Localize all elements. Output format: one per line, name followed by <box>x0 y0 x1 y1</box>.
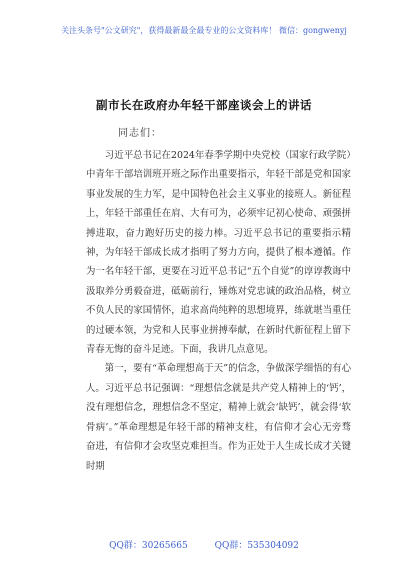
footer-qq-groups <box>0 538 408 551</box>
body-paragraph-2: 第一，要有“革命理想高于天”的信念，争做深学细悟的有心人。习近平总书记强调：“理想信念就是共产党人精神上的‘钙’，没有理想信念，理想信念不坚定，精神上就会‘缺钙’，就会得‘软骨病’。”革命理想是年轻干部的精神支柱，有信仰才会心无旁骛奋进，有信仰才会攻坚克难担当。作为正处于人生成长成才关键时期 <box>86 363 351 472</box>
body-paragraph-1: 习近平总书记在2024年春季学期中央党校（国家行政学院）中青年干部培训班开班之际作出重要指示，年轻干部是党和国家事业发展的生力军，是中国特色社会主义事业的接班人。新征程上，年轻干部重任在肩、大有可为，必须牢记初心使命、顽强拼搏进取，奋力跑好历史的接力棒。习近平总书记的重要指示精神，为年轻干部成长成才指明了努力方向，提供了根本遵循。作为一名年轻干部，更要在习近平总书记“五个自觉”的谆谆教诲中汲取养分勇毅奋进，砥砺前行，锤炼对党忠诚的政治品格，树立不负人民的家国情怀，追求高尚纯粹的思想境界，练就堪当重任的过硬本领，为党和人民事业拼搏奉献，在新时代新征程上留下青春无悔的奋斗足迹。下面，我讲几点意见。 <box>86 150 351 356</box>
header-promo-note: 关注头条号"公文研究"，获得最新最全最专业的公文资料库！ 微信：gongwenyj <box>61 26 347 35</box>
document-body <box>86 146 351 476</box>
footer-qq-group-2: QQ群：535304092 <box>214 541 299 551</box>
footer-qq-group-1: QQ群：30265665 <box>109 541 188 551</box>
salutation: 同志们： <box>118 128 162 139</box>
document-title: 副市长在政府办年轻干部座谈会上的讲话 <box>96 98 312 112</box>
